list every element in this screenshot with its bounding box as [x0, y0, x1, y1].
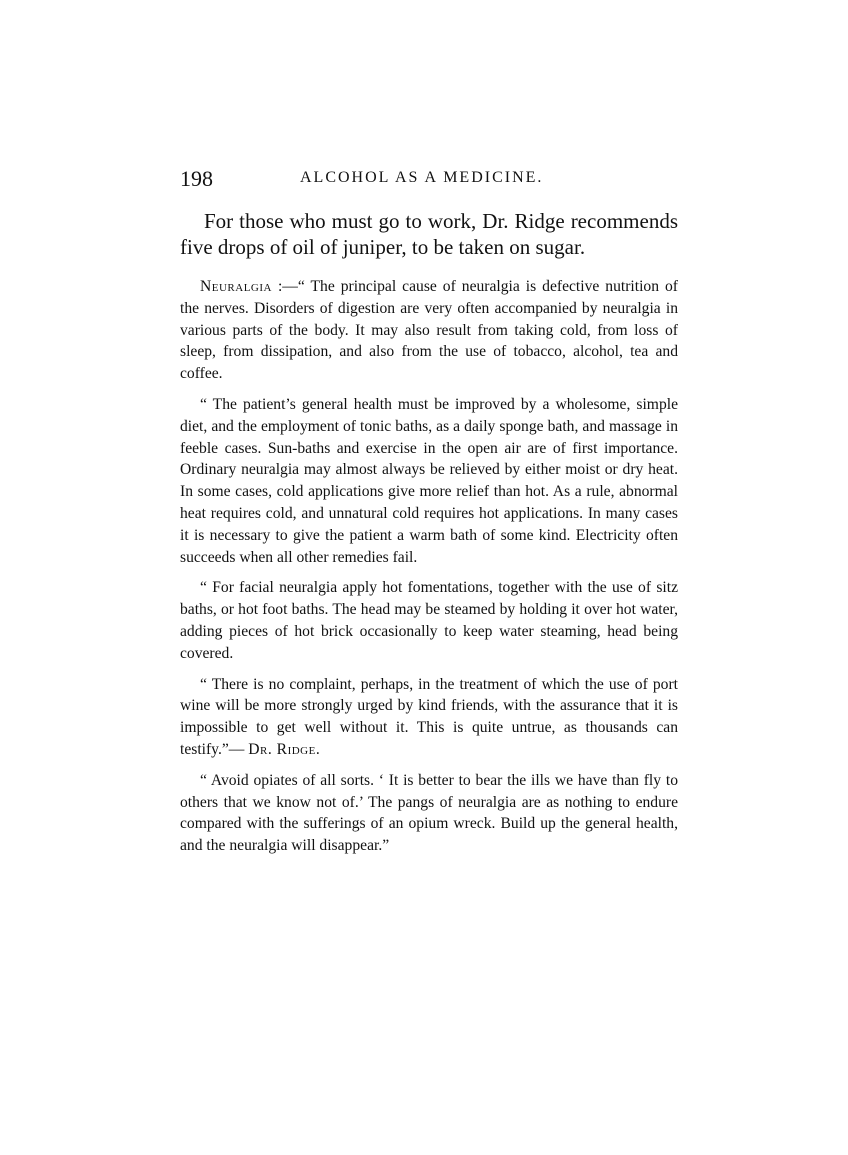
running-head [180, 166, 680, 196]
section-heading-punctuation: :—“ [271, 278, 311, 295]
port-wine-paragraph [180, 674, 678, 761]
paragraph-text: The principal cause of neuralgia is defective nutrition of the nerves. Disorders of digestion are very often accompanied by neuralgia in various parts of the body. It may also result from taking cold, from loss of sleep, from dissipation, and also from the use of tobacco, alcohol, tea and coffee. [180, 278, 678, 383]
attribution: Dr. Ridge. [248, 740, 321, 758]
lead-paragraph: For those who must go to work, Dr. Ridge recommends five drops of oil of juniper, to be taken on sugar. [180, 209, 678, 259]
running-title: ALCOHOL AS A MEDICINE. [300, 169, 544, 186]
opiates-paragraph: “ Avoid opiates of all sorts. ‘ It is better to bear the ills we have than fly to others that we know not of.’ The pangs of neuralgia are as nothing to endure compared with the sufferings of an opium wreck. Build up the general health, and the neuralgia will disappear.” [180, 771, 678, 855]
page-number: 198 [180, 166, 213, 191]
general-health-paragraph: “ The patient’s general health must be improved by a wholesome, simple diet, and the employment of tonic baths, as a daily sponge bath, and massage in feeble cases. Sun-baths and exercise in the open air are of first importance. Ordinary neuralgia may almost always be relieved by either moist or dry heat. In some cases, cold applications give more relief than hot. As a rule, abnormal heat requires cold, and unnatural cold requires hot applications. In many cases it is necessary to give the patient a warm bath of some kind. Electricity often succeeds when all other remedies fail. [180, 395, 678, 566]
body-text [180, 208, 678, 866]
section-heading: Neuralgia [200, 278, 272, 295]
facial-neuralgia-paragraph: “ For facial neuralgia apply hot fomentations, together with the use of sitz baths, or hot foot baths. The head may be steamed by holding it over hot water, adding pieces of hot brick occasionally to keep water steaming, head being covered. [180, 579, 678, 662]
neuralgia-paragraph [180, 276, 678, 385]
paragraph-text: “ There is no complaint, perhaps, in the treatment of which the use of port wine will be more strongly urged by kind friends, with the assurance that it is impossible to get well without it. This is quite untrue, as thousands can testify.”— [180, 675, 678, 758]
